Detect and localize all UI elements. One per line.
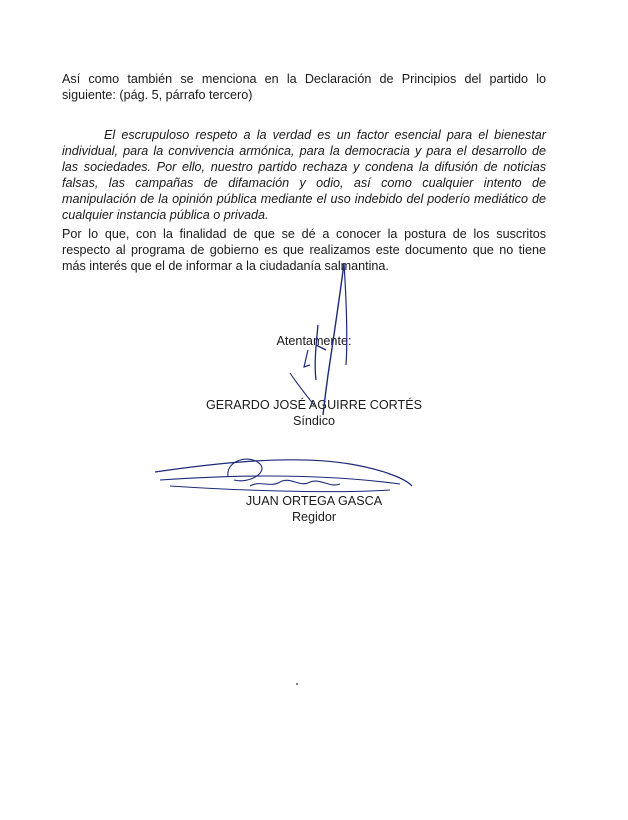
quote-text: El escrupuloso respeto a la verdad es un factor esencial para el bienestar individual, para la convivencia armónica, para la democracia y para el desarrollo de las sociedades. Por ello, nuestro partido rechaza y condena la difusión de noticias falsas, las campañas de difamación y odio, así como cualquier intento de manipulación de la opinión pública mediante el uso indebido del poderío mediático de cualquier instancia pública o privada. — [62, 128, 546, 222]
stray-mark — [296, 683, 298, 685]
closing-paragraph: Por lo que, con la finalidad de que se dé a conocer la postura de los suscritos respecto al programa de gobierno es que realizamos este documento que no tiene más interés que el de informar a la ciudadanía salmantina. — [62, 227, 546, 273]
signatory-name-1: GERARDO JOSÉ AGUIRRE CORTÉS — [206, 398, 422, 412]
signatory-role-2: Regidor — [291, 510, 337, 524]
signatory-role-1: Síndico — [292, 414, 335, 428]
closing-salutation: Atentamente: — [276, 334, 352, 348]
intro-paragraph: Así como también se menciona en la Declaración de Principios del partido lo siguiente: (pág. 5, párrafo tercero) — [62, 72, 546, 102]
signatory-name-2: JUAN ORTEGA GASCA — [245, 494, 383, 508]
quoted-principle — [62, 127, 546, 223]
